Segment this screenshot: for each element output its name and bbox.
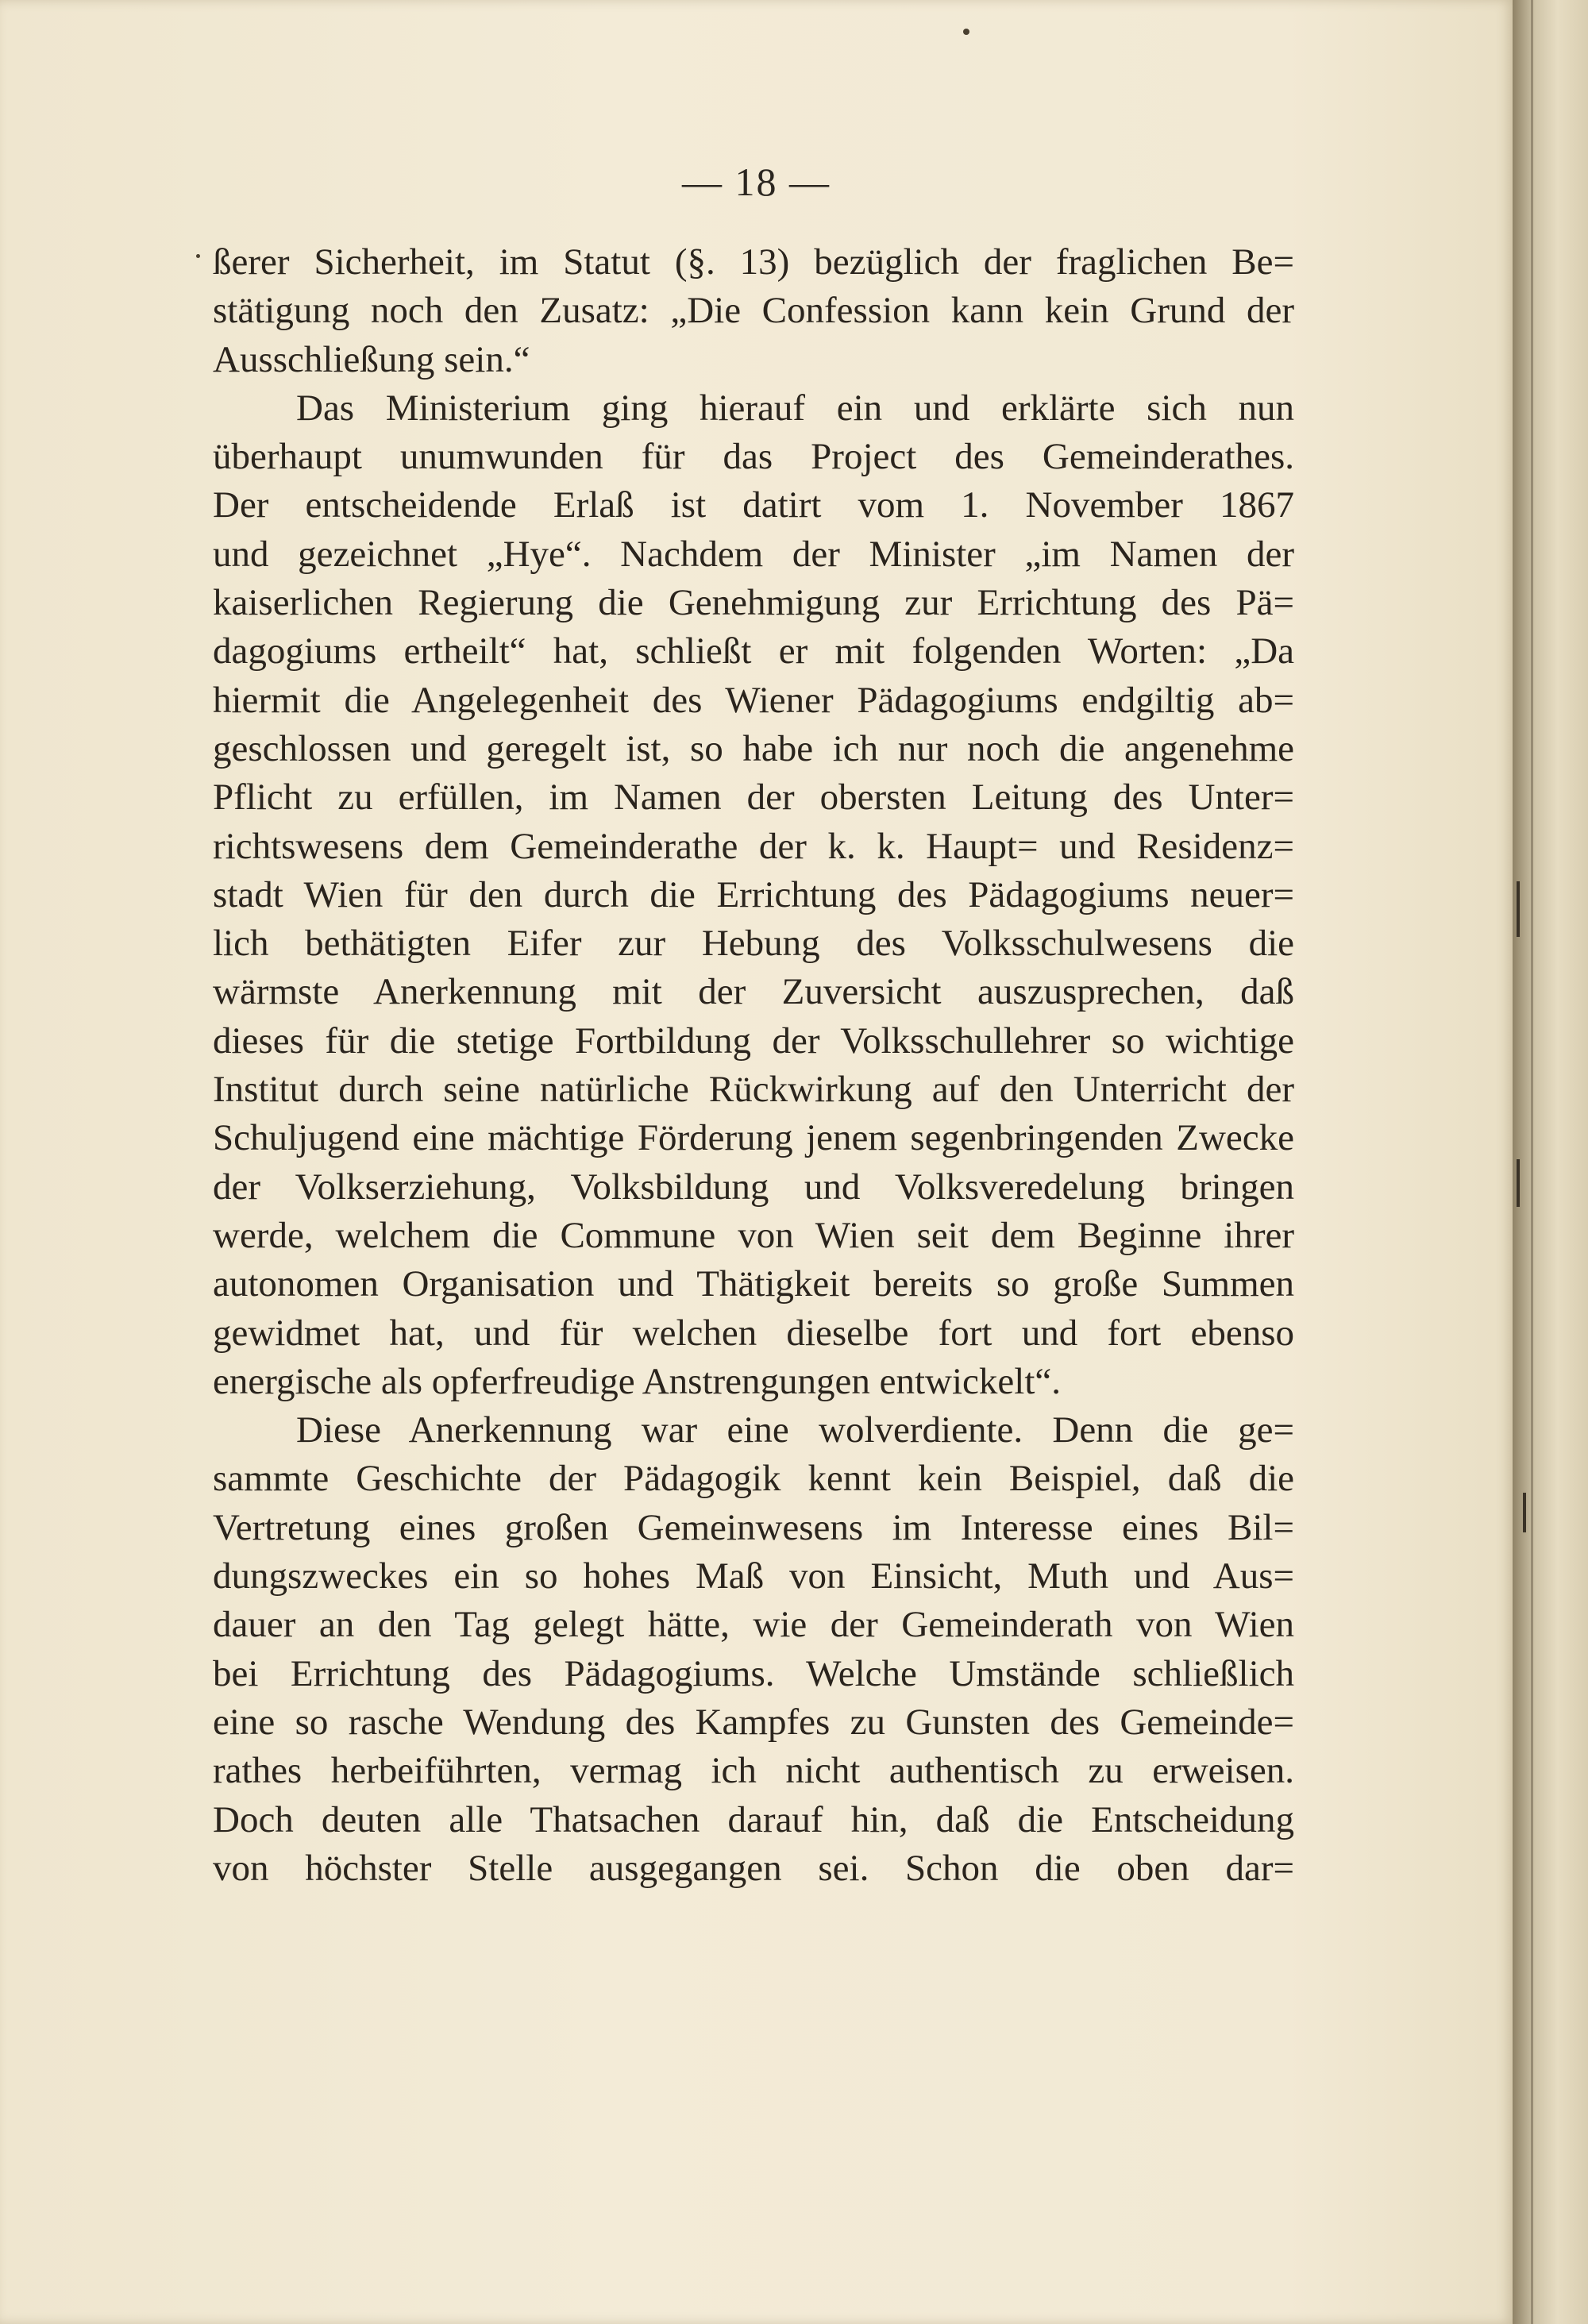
text-line-21: werde, welchem die Commune von Wien seit dem Beginne ihrer [213, 1214, 1294, 1256]
text-line-7: und gezeichnet „Hye“. Nachdem der Minister „im Namen der [213, 533, 1294, 575]
text-line-33: Doch deuten alle Thatsachen darauf hin, daß die Entscheidung [213, 1798, 1294, 1840]
text-line-24: energische als opferfreudige Anstrengungen entwickelt“. [213, 1360, 1061, 1402]
text-line-12: Pflicht zu erfüllen, im Namen der obersten Leitung des Unter= [213, 777, 1294, 819]
text-line-30: bei Errichtung des Pädagogiums. Welche Umstände schließlich [213, 1652, 1294, 1694]
text-line-31: eine so rasche Wendung des Kampfes zu Gunsten des Gemeinde= [213, 1701, 1294, 1743]
text-line-4: Das Ministerium ging hierauf ein und erklärte sich nun [296, 387, 1294, 429]
paper-speck [196, 254, 200, 258]
text-line-3: Ausschließung sein.“ [213, 338, 530, 380]
text-line-5: überhaupt unumwunden für das Project des Gemeinderathes. [213, 436, 1294, 478]
margin-tick-mark [1517, 881, 1520, 937]
text-line-10: hiermit die Angelegenheit des Wiener Pädagogiums endgiltig ab= [213, 679, 1294, 721]
text-line-18: Institut durch seine natürliche Rückwirkung auf den Unterricht der [213, 1069, 1294, 1111]
text-line-23: gewidmet hat, und für welchen dieselbe fort und fort ebenso [213, 1312, 1294, 1354]
text-line-11: geschlossen und geregelt ist, so habe ich nur noch die angenehme [213, 727, 1294, 769]
text-line-13: richtswesens dem Gemeinderathe der k. k. Haupt= und Residenz= [213, 825, 1294, 867]
text-line-20: der Volkserziehung, Volksbildung und Volksveredelung bringen [213, 1166, 1294, 1208]
margin-tick-mark [1523, 1493, 1526, 1532]
text-line-34: von höchster Stelle ausgegangen sei. Schon die oben dar= [213, 1847, 1294, 1889]
text-line-32: rathes herbeiführten, vermag ich nicht authentisch zu erweisen. [213, 1750, 1294, 1792]
text-line-14: stadt Wien für den durch die Errichtung des Pädagogiums neuer= [213, 873, 1294, 915]
book-spine [1513, 0, 1588, 2324]
text-line-9: dagogiums ertheilt“ hat, schließt er mit folgenden Worten: „Da [213, 630, 1294, 673]
text-line-29: dauer an den Tag gelegt hätte, wie der Gemeinderath von Wien [213, 1604, 1294, 1646]
text-line-22: autonomen Organisation und Thätigkeit bereits so große Summen [213, 1263, 1294, 1305]
text-line-19: Schuljugend eine mächtige Förderung jenem segenbringenden Zwecke [213, 1117, 1294, 1159]
margin-tick-mark [1517, 1159, 1520, 1207]
page-number: — 18 — [682, 160, 831, 204]
text-line-8: kaiserlichen Regierung die Genehmigung zur Errichtung des Pä= [213, 582, 1294, 624]
body-text [213, 238, 1294, 1893]
text-line-17: dieses für die stetige Fortbildung der Volksschullehrer so wichtige [213, 1019, 1294, 1062]
text-line-26: sammte Geschichte der Pädagogik kennt kein Beispiel, daß die [213, 1458, 1294, 1500]
paper-speck [963, 29, 969, 35]
text-line-28: dungszweckes ein so hohes Maß von Einsicht, Muth und Aus= [213, 1555, 1294, 1598]
text-line-16: wärmste Anerkennung mit der Zuversicht auszusprechen, daß [213, 971, 1294, 1013]
text-line-6: Der entscheidende Erlaß ist datirt vom 1. November 1867 [213, 484, 1294, 526]
text-line-15: lich bethätigten Eifer zur Hebung des Volksschulwesens die [213, 923, 1294, 965]
text-line-1: ßerer Sicherheit, im Statut (§. 13) bezüglich der fraglichen Be= [213, 241, 1294, 283]
text-line-27: Vertretung eines großen Gemeinwesens im Interesse eines Bil= [213, 1506, 1294, 1548]
text-line-2: stätigung noch den Zusatz: „Die Confession kann kein Grund der [213, 290, 1294, 332]
text-line-25: Diese Anerkennung war eine wolverdiente. Denn die ge= [296, 1409, 1294, 1451]
spine-edge-line [1531, 0, 1533, 2324]
